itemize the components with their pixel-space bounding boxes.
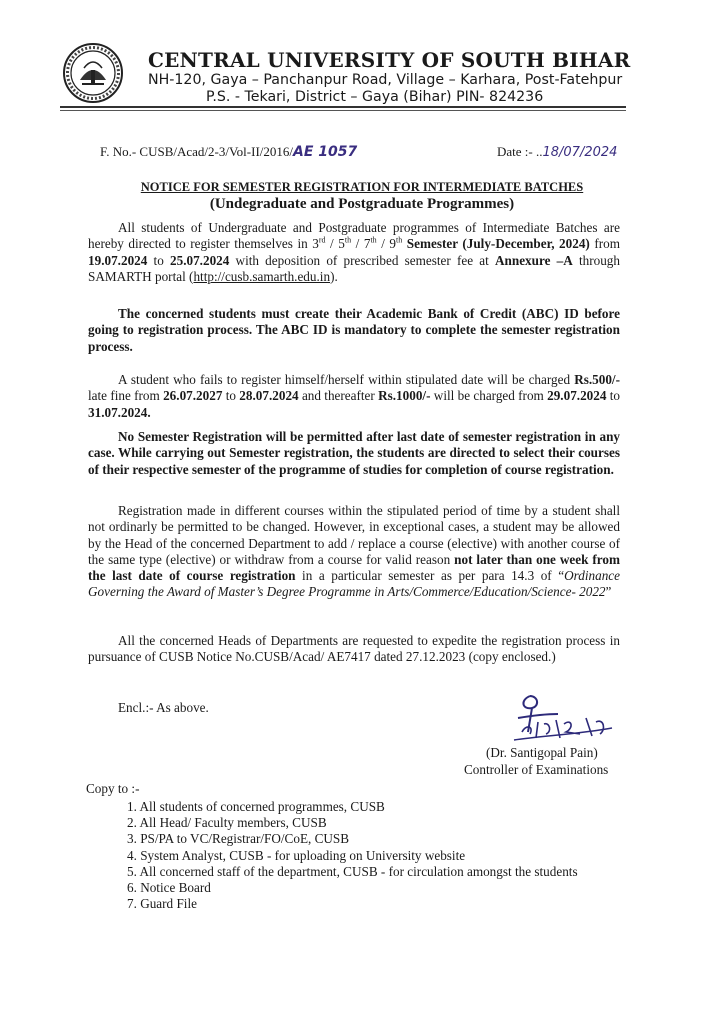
paragraph-no-late-registration: No Semester Registration will be permitted after last date of semester registration in any case. While carrying out Semester registration, the students are directed to select their courses of their respective semester of the programme of studies for completion of course registration.	[88, 429, 620, 477]
handwritten-signature-icon	[500, 688, 620, 746]
university-logo-icon	[62, 42, 124, 104]
list-item: 4. System Analyst, CUSB - for uploading on University website	[127, 847, 466, 863]
signatory-name: (Dr. Santigopal Pain)	[486, 745, 598, 760]
address-line-2: P.S. - Tekari, District – Gaya (Bihar) PIN- 824236	[206, 89, 544, 105]
file-number-prefix: F. No.- CUSB/Acad/2-3/Vol-II/2016/	[100, 144, 293, 159]
enclosure-note: Encl.:- As above.	[118, 700, 209, 715]
handwritten-file-number: AE 1057	[293, 144, 358, 160]
copy-to-label: Copy to :-	[86, 781, 140, 796]
samarth-portal-link[interactable]: http://cusb.samarth.edu.in	[193, 268, 331, 284]
header-divider	[60, 106, 626, 108]
list-item: 3. PS/PA to VC/Registrar/FO/CoE, CUSB	[127, 831, 350, 847]
file-reference	[100, 144, 357, 160]
university-name: CENTRAL UNIVERSITY OF SOUTH BIHAR	[148, 48, 631, 72]
copy-to-list	[127, 799, 578, 912]
notice-subtitle: (Undegraduate and Postgraduate Programmes)	[209, 196, 515, 212]
paragraph-abc-id: The concerned students must create their Academic Bank of Credit (ABC) ID before going to registration process. The ABC ID is mandatory to complete the semester registration process.	[88, 306, 620, 354]
list-item: 5. All concerned staff of the department, CUSB - for circulation amongst the students	[127, 863, 578, 879]
list-item: 6. Notice Board	[127, 880, 211, 896]
header-divider-thin	[60, 110, 626, 111]
date-label: Date :- ..	[497, 144, 543, 159]
list-item: 2. All Head/ Faculty members, CUSB	[127, 815, 327, 831]
address-line-1: NH-120, Gaya – Panchanpur Road, Village – Karhara, Post-Fatehpur	[148, 72, 623, 88]
list-item: 7. Guard File	[127, 896, 197, 912]
notice-title: NOTICE FOR SEMESTER REGISTRATION FOR INTERMEDIATE BATCHES	[140, 180, 584, 194]
notice-date	[497, 144, 617, 160]
signatory-designation: Controller of Examinations	[464, 762, 609, 777]
paragraph-registration-dates: All students of Undergraduate and Postgraduate programmes of Intermediate Batches are hereby directed to register themselves in 3rd / 5th / 7th / 9th Semester (July-December, 2024) from 19.07.2024 to 25.07.2024 with deposition of prescribed semester fee at Annexure –A through SAMARTH portal (http://cusb.samarth.edu.in).	[88, 220, 621, 284]
paragraph-late-fine: A student who fails to register himself/herself within stipulated date will be charged Rs.500/- late fine from 26.07.2027 to 28.07.2024 and thereafter Rs.1000/- will be charged from 29.07.2024 to 31.07.2024.	[88, 372, 621, 420]
handwritten-date: 18/07/2024	[542, 145, 618, 160]
list-item: 1. All students of concerned programmes, CUSB	[127, 799, 385, 814]
paragraph-heads-of-departments: All the concerned Heads of Departments are requested to expedite the registration process in pursuance of CUSB Notice No.CUSB/Acad/ AE7417 dated 27.12.2023 (copy enclosed.)	[88, 633, 620, 665]
paragraph-course-change: Registration made in different courses within the stipulated period of time by a student shall not ordinarly be permitted to be changed. However, in exceptional cases, a student may be allowed by the Head of the concerned Department to add / replace a course (elective) with another course of the same type (elective) or withdraw from a course for valid reason not later than one week from the last date of course registration in a particular semester as per para 14.3 of “Ordinance Governing the Award of Master’s Degree Programme in Arts/Commerce/Education/Science- 2022”	[88, 503, 621, 600]
